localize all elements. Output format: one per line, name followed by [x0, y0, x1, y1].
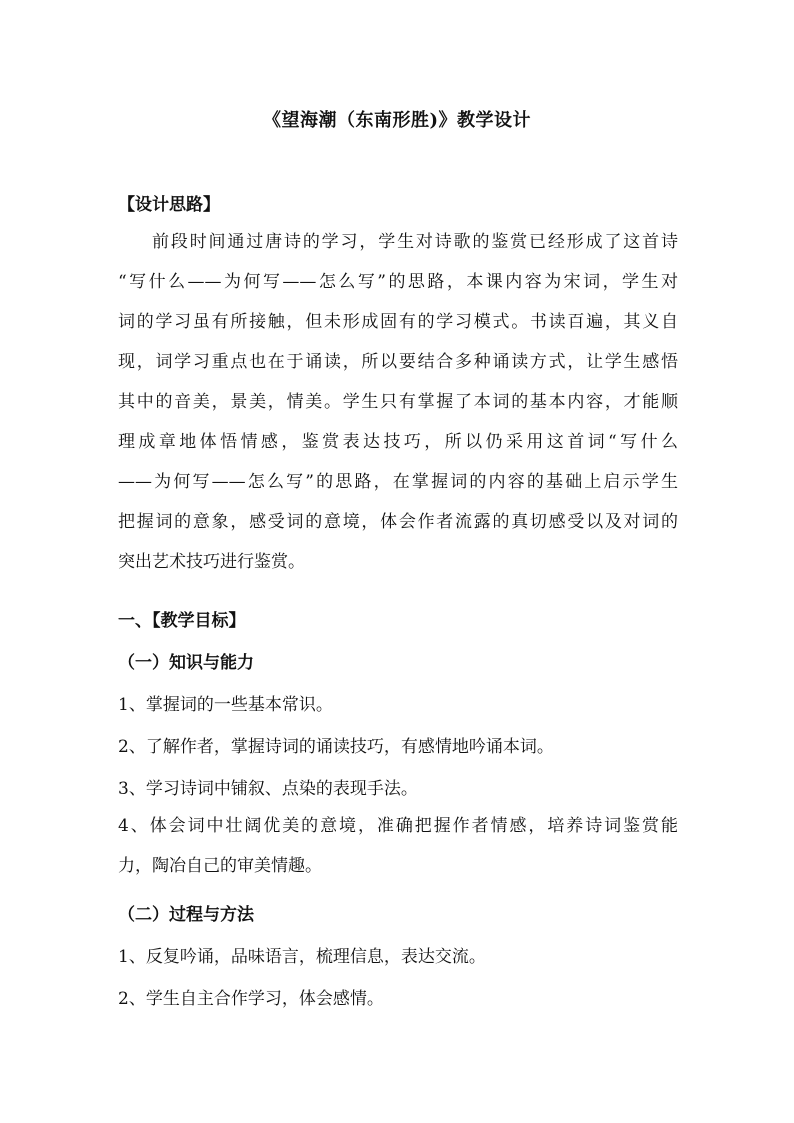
- list-item: 1、反复吟诵，品味语言，梳理信息，表达交流。: [118, 947, 486, 967]
- list-item-multiline: [118, 806, 678, 886]
- design-paragraph: [118, 222, 678, 582]
- paragraph-line: 前段时间通过唐诗的学习，学生对诗歌的鉴赏已经形成了这首诗: [152, 232, 678, 252]
- document-title: 《望海潮（东南形胜)》教学设计: [262, 110, 531, 131]
- paragraph-line: 力，陶冶自己的审美情趣。: [118, 856, 322, 876]
- subsection-heading-knowledge: （一）知识与能力: [118, 653, 254, 673]
- paragraph-line: 理成章地体悟情感，鉴赏表达技巧，所以仍采用这首词“写什么: [118, 432, 678, 452]
- paragraph-line: “写什么——为何写——怎么写”的思路，本课内容为宋词，学生对: [118, 272, 678, 292]
- list-item: 3、学习诗词中铺叙、点染的表现手法。: [118, 779, 418, 799]
- section-heading-teaching-goals: 一、【教学目标】: [118, 611, 246, 631]
- paragraph-line: ——为何写——怎么写”的思路，在掌握词的内容的基础上启示学生: [118, 472, 678, 492]
- paragraph-line: 词的学习虽有所接触，但未形成固有的学习模式。书读百遍，其义自: [118, 312, 678, 332]
- design-heading: 【设计思路】: [118, 195, 220, 215]
- subsection-heading-process: （二）过程与方法: [118, 905, 254, 925]
- list-item: 1、掌握词的一些基本常识。: [118, 695, 333, 715]
- paragraph-line: 现，词学习重点也在于诵读，所以要结合多种诵读方式，让学生感悟: [118, 352, 678, 372]
- paragraph-line: 其中的音美，景美，情美。学生只有掌握了本词的基本内容，才能顺: [118, 392, 678, 412]
- paragraph-line: 把握词的意象，感受词的意境，体会作者流露的真切感受以及对词的: [118, 512, 678, 532]
- paragraph-line: 4、体会词中壮阔优美的意境，准确把握作者情感，培养诗词鉴赏能: [118, 816, 678, 836]
- list-item: 2、了解作者，掌握诗词的诵读技巧，有感情地吟诵本词。: [118, 737, 554, 757]
- paragraph-line: 突出艺术技巧进行鉴赏。: [118, 552, 305, 572]
- list-item: 2、学生自主合作学习，体会感情。: [118, 989, 384, 1009]
